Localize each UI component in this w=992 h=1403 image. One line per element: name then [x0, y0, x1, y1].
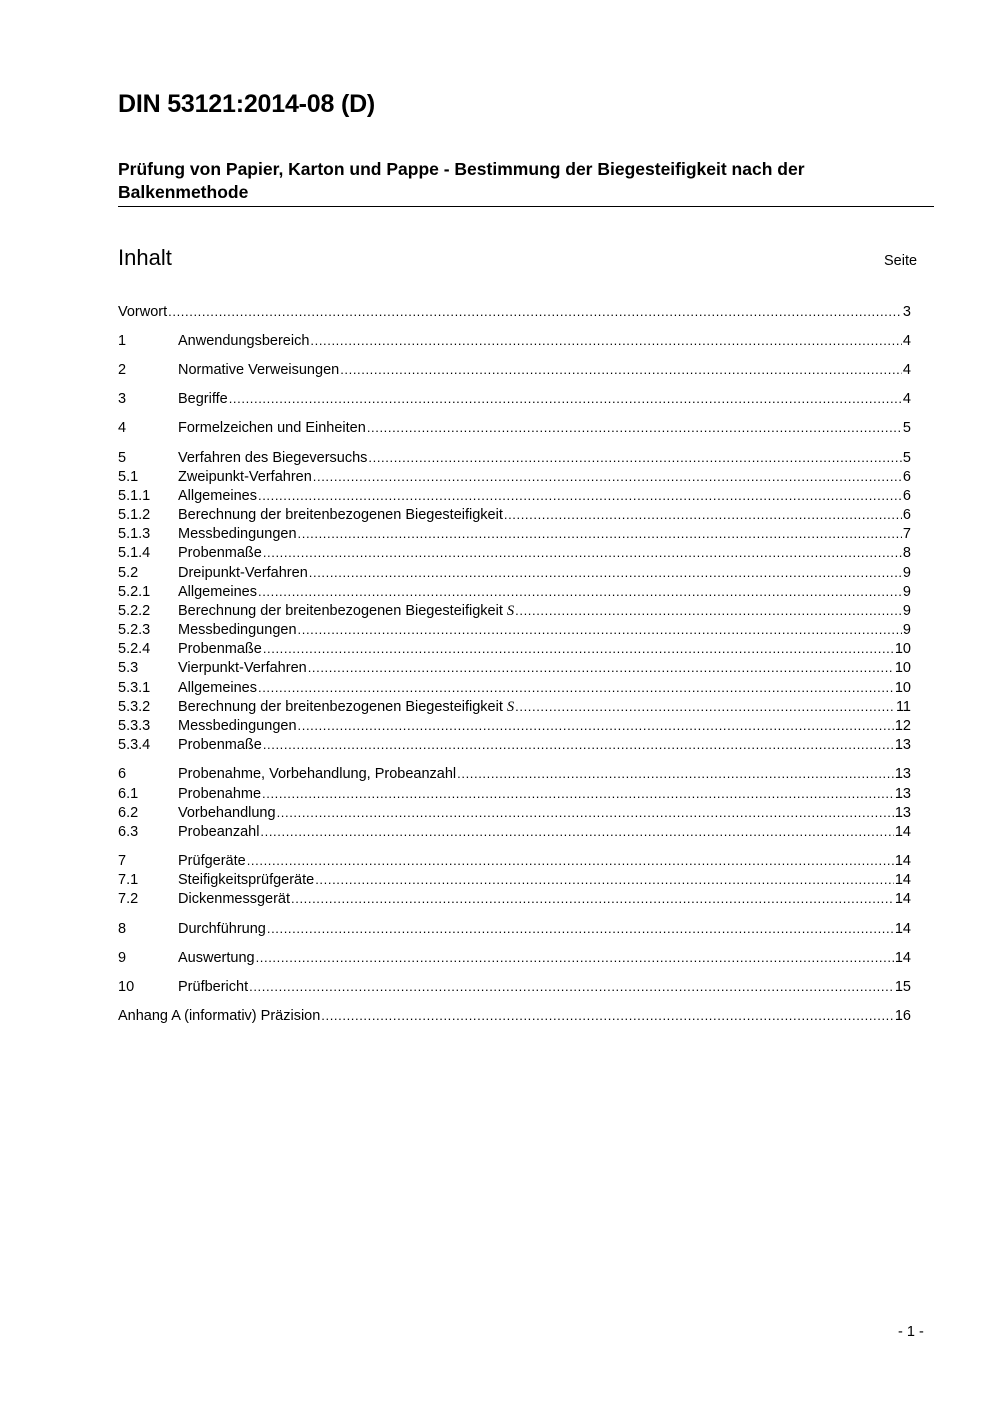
toc-entry-number: 5.3.3 — [118, 718, 151, 734]
toc-entry-number: 6 — [118, 766, 127, 782]
toc-entry-title: Probeanzahl — [178, 824, 260, 840]
toc-leader-dots — [291, 889, 894, 908]
toc-entry-number: 5.1.4 — [118, 545, 151, 561]
toc-entry-title: Verfahren des Biegeversuchs — [178, 450, 368, 466]
toc-entry-page: 12 — [894, 718, 911, 734]
toc-entry-title: Berechnung der breitenbezogenen Biegesteifigkeit S — [178, 699, 515, 715]
toc-entry-title: Allgemeines — [178, 584, 257, 600]
toc-leader-dots — [229, 389, 902, 408]
toc-entry-number: 5 — [118, 450, 127, 466]
toc-entry-title: Steifigkeitsprüfgeräte — [178, 872, 315, 888]
toc-leader-dots — [313, 467, 902, 486]
toc-leader-dots — [308, 658, 894, 677]
toc-entry-page: 3 — [902, 304, 911, 320]
document-subtitle: Prüfung von Papier, Karton und Pappe - Bestimmung der Biegesteifigkeit nach der Balkenmethode — [118, 158, 934, 207]
toc-entry[interactable] — [118, 919, 911, 938]
toc-entry[interactable] — [118, 678, 911, 697]
toc-entry-page: 7 — [902, 526, 911, 542]
toc-entry-number: 5.2.2 — [118, 603, 151, 619]
toc-entry[interactable] — [118, 977, 911, 996]
toc-entry-number: 5.3.1 — [118, 680, 151, 696]
toc-entry-title: Berechnung der breitenbezogenen Biegesteifigkeit — [178, 507, 503, 523]
toc-entry[interactable] — [118, 639, 911, 658]
toc-leader-dots — [168, 302, 902, 321]
toc-entry-page: 5 — [902, 420, 911, 436]
document-title: DIN 53121:2014-08 (D) — [118, 90, 376, 118]
toc-entry[interactable] — [118, 822, 911, 841]
toc-entry-page: 13 — [894, 805, 911, 821]
toc-entry[interactable] — [118, 331, 911, 350]
toc-heading: Inhalt — [118, 245, 172, 270]
toc-entry-number: 5.2.4 — [118, 641, 151, 657]
toc-entry-page: 9 — [902, 622, 911, 638]
toc-entry-number: 5.1.3 — [118, 526, 151, 542]
toc-entry-title: Durchführung — [178, 921, 266, 937]
toc-entry[interactable] — [118, 418, 911, 437]
toc-leader-dots — [515, 697, 895, 716]
toc-entry-title: Prüfbericht — [178, 979, 249, 995]
page-number: - 1 - — [898, 1324, 924, 1340]
toc-entry-page: 4 — [902, 391, 911, 407]
toc-entry-number: 8 — [118, 921, 127, 937]
toc-entry-title: Zweipunkt-Verfahren — [178, 469, 312, 485]
toc-entry-title: Vierpunkt-Verfahren — [178, 660, 307, 676]
toc-leader-dots — [263, 543, 902, 562]
toc-entry-page: 14 — [894, 824, 911, 840]
toc-entry-page: 9 — [902, 603, 911, 619]
toc-leader-dots — [249, 977, 894, 996]
toc-entry-number: 5.2.3 — [118, 622, 151, 638]
toc-entry-title: Probenahme, Vorbehandlung, Probeanzahl — [178, 766, 457, 782]
toc-entry-number: 7.1 — [118, 872, 139, 888]
toc-leader-dots — [309, 563, 902, 582]
toc-entry[interactable] — [118, 735, 911, 754]
toc-entry-title: Dickenmessgerät — [178, 891, 291, 907]
toc-entry-page: 14 — [894, 872, 911, 888]
toc-entry-title: Allgemeines — [178, 488, 257, 504]
toc-entry-title: Vorbehandlung — [178, 805, 276, 821]
toc-entry-page: 13 — [894, 737, 911, 753]
toc-entry-page: 14 — [894, 921, 911, 937]
toc-leader-dots — [367, 418, 902, 437]
toc-entry-number: 5.1.1 — [118, 488, 151, 504]
toc-entry-title: Normative Verweisungen — [178, 362, 340, 378]
toc-entry[interactable] — [118, 870, 911, 889]
toc-entry[interactable] — [118, 889, 911, 908]
toc-entry-number: 6.2 — [118, 805, 139, 821]
toc-entry-number: 5.2.1 — [118, 584, 151, 600]
toc-entry[interactable] — [118, 486, 911, 505]
toc-entry-title: Messbedingungen — [178, 718, 297, 734]
toc-entry[interactable] — [118, 448, 911, 467]
toc-entry[interactable] — [118, 658, 911, 677]
toc-entry-title: Messbedingungen — [178, 526, 297, 542]
toc-entry-title: Anhang A (informativ) Präzision — [118, 1008, 321, 1024]
toc-entry-title: Probenmaße — [178, 737, 262, 753]
toc-entry-page: 14 — [894, 891, 911, 907]
toc-entry[interactable] — [118, 620, 911, 639]
toc-entry-page: 14 — [894, 853, 911, 869]
toc-leader-dots — [298, 620, 902, 639]
toc-leader-dots — [504, 505, 902, 524]
toc-entry-page: 10 — [894, 660, 911, 676]
toc-entry-title: Probenahme — [178, 786, 262, 802]
toc-entry[interactable] — [118, 563, 911, 582]
toc-entry-number: 7 — [118, 853, 127, 869]
toc-entry-title: Anwendungsbereich — [178, 333, 310, 349]
toc-entry-page: 11 — [895, 699, 911, 715]
toc-entry-page: 9 — [902, 565, 911, 581]
toc-entry-page: 6 — [902, 488, 911, 504]
toc-leader-dots — [368, 448, 902, 467]
toc-entry-number: 5.1 — [118, 469, 139, 485]
toc-entry-title: Begriffe — [178, 391, 228, 407]
toc-entry-number: 1 — [118, 333, 127, 349]
toc-leader-dots — [247, 851, 894, 870]
toc-entry[interactable] — [118, 302, 911, 321]
toc-leader-dots — [340, 360, 902, 379]
toc-leader-dots — [277, 803, 894, 822]
toc-leader-dots — [267, 919, 894, 938]
toc-entry-page: 10 — [894, 680, 911, 696]
toc-entry-number: 7.2 — [118, 891, 139, 907]
toc-entry-symbol: S — [506, 699, 515, 715]
toc-entry[interactable] — [118, 697, 911, 716]
toc-entry[interactable] — [118, 467, 911, 486]
toc-entry-number: 5.1.2 — [118, 507, 151, 523]
toc-entry-page: 9 — [902, 584, 911, 600]
toc-leader-dots — [263, 735, 894, 754]
toc-entry[interactable] — [118, 582, 911, 601]
toc-entry-number: 5.3 — [118, 660, 139, 676]
toc-entry[interactable] — [118, 360, 911, 379]
toc-entry[interactable] — [118, 543, 911, 562]
toc-leader-dots — [315, 870, 894, 889]
toc-entry-page: 10 — [894, 641, 911, 657]
toc-entry-number: 6.1 — [118, 786, 139, 802]
toc-entry-title: Prüfgeräte — [178, 853, 246, 869]
toc-leader-dots — [298, 524, 902, 543]
toc-entry-title: Allgemeines — [178, 680, 257, 696]
toc-entry-page: 5 — [902, 450, 911, 466]
toc-entry-number: 2 — [118, 362, 127, 378]
toc-entry[interactable] — [118, 601, 911, 620]
toc-entry-page: 14 — [894, 950, 911, 966]
toc-entry-title: Berechnung der breitenbezogenen Biegesteifigkeit S — [178, 603, 515, 619]
toc-entry-symbol: S — [506, 603, 515, 619]
toc-entry[interactable] — [118, 948, 911, 967]
toc-entry-number: 5.3.2 — [118, 699, 151, 715]
toc-entry-title: Probenmaße — [178, 545, 262, 561]
toc-entry[interactable] — [118, 803, 911, 822]
toc-entry[interactable] — [118, 505, 911, 524]
toc-entry[interactable] — [118, 716, 911, 735]
toc-entry-page: 16 — [894, 1008, 911, 1024]
toc-entry-title: Formelzeichen und Einheiten — [178, 420, 366, 436]
toc-leader-dots — [260, 822, 893, 841]
toc-entry[interactable] — [118, 764, 911, 783]
toc-leader-dots — [457, 764, 894, 783]
toc-entry[interactable] — [118, 524, 911, 543]
toc-page-column-label: Seite — [884, 253, 918, 269]
toc-leader-dots — [298, 716, 894, 735]
toc-entry-title: Auswertung — [178, 950, 255, 966]
toc-entry-title: Vorwort — [118, 304, 168, 320]
toc-entry-page: 15 — [894, 979, 911, 995]
toc-entry-page: 13 — [894, 786, 911, 802]
toc-entry[interactable] — [118, 389, 911, 408]
toc-entry-title: Probenmaße — [178, 641, 262, 657]
toc-entry-title: Messbedingungen — [178, 622, 297, 638]
toc-leader-dots — [515, 601, 902, 620]
toc-leader-dots — [310, 331, 902, 350]
toc-leader-dots — [258, 486, 902, 505]
toc-entry-page: 4 — [902, 333, 911, 349]
toc-entry-page: 6 — [902, 507, 911, 523]
toc-entry-title: Dreipunkt-Verfahren — [178, 565, 308, 581]
toc-entry-page: 4 — [902, 362, 911, 378]
toc-leader-dots — [263, 639, 894, 658]
toc-entry-number: 4 — [118, 420, 127, 436]
toc-entry-number: 9 — [118, 950, 127, 966]
toc-entry[interactable] — [118, 851, 911, 870]
toc-leader-dots — [321, 1006, 894, 1025]
toc-entry-number: 10 — [118, 979, 135, 995]
toc-entry-page: 6 — [902, 469, 911, 485]
toc-leader-dots — [258, 678, 894, 697]
toc-entry[interactable] — [118, 784, 911, 803]
toc-entry-number: 6.3 — [118, 824, 139, 840]
toc-entry-number: 5.3.4 — [118, 737, 151, 753]
toc-entry-number: 3 — [118, 391, 127, 407]
toc-entry-number: 5.2 — [118, 565, 139, 581]
toc-leader-dots — [258, 582, 902, 601]
toc-entry-page: 8 — [902, 545, 911, 561]
toc-entry[interactable] — [118, 1006, 911, 1025]
toc-leader-dots — [256, 948, 894, 967]
toc-leader-dots — [262, 784, 894, 803]
toc-entry-page: 13 — [894, 766, 911, 782]
